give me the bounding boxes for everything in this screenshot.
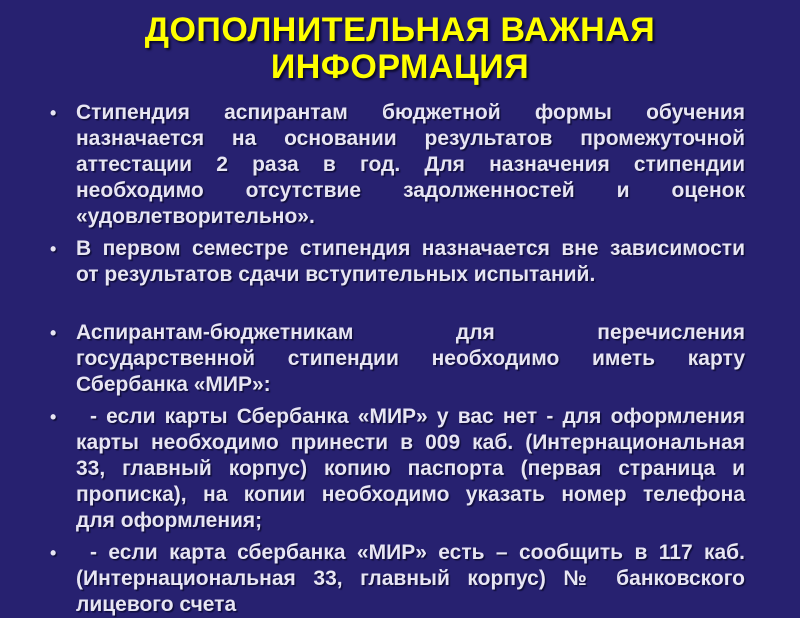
bullet-line: карты необходимо принести в 009 каб. (Интернациональная	[76, 431, 745, 454]
bullet-line: Стипендия аспирантам бюджетной формы обучения	[76, 101, 745, 124]
bullet-marker: •	[50, 323, 57, 343]
bullet-item	[46, 404, 745, 534]
bullet-line: государственной стипендии необходимо иметь карту	[76, 347, 745, 370]
bullet-list	[46, 100, 745, 618]
bullet-marker: •	[50, 239, 57, 259]
title-line-1: ДОПОЛНИТЕЛЬНАЯ ВАЖНАЯ	[144, 11, 656, 49]
bullet-line: аттестации 2 раза в год. Для назначения стипендии	[76, 153, 745, 176]
bullet-item	[46, 320, 745, 398]
bullet-text	[76, 540, 745, 618]
bullet-marker: •	[50, 103, 57, 123]
bullet-line: прописка), на копии необходимо указать номер телефона	[76, 483, 745, 506]
bullet-line: назначается на основании результатов промежуточной	[76, 127, 745, 150]
bullet-line: для оформления;	[76, 509, 263, 532]
bullet-item	[46, 236, 745, 288]
bullet-line: «удовлетворительно».	[76, 205, 315, 228]
bullet-text	[76, 236, 745, 288]
bullet-text	[76, 404, 745, 534]
bullet-line: - если карты Сбербанка «МИР» у вас нет - для оформления	[90, 405, 745, 428]
title-line-2: ИНФОРМАЦИЯ	[270, 48, 530, 86]
bullet-text	[76, 320, 745, 398]
bullet-line: В первом семестре стипендия назначается вне зависимости	[76, 237, 745, 260]
slide-title	[0, 0, 800, 86]
bullet-line: - если карта сбербанка «МИР» есть – сообщить в 117 каб.	[90, 541, 745, 564]
bullet-line: лицевого счета	[76, 593, 237, 616]
bullet-marker: •	[50, 543, 57, 563]
bullet-line: от результатов сдачи вступительных испытаний.	[76, 263, 596, 286]
bullet-line: Аспирантам-бюджетникам для перечисления	[76, 321, 745, 344]
bullet-line: необходимо отсутствие задолженностей и оценок	[76, 179, 745, 202]
bullet-line: Сбербанка «МИР»:	[76, 373, 271, 396]
bullet-item	[46, 100, 745, 230]
bullet-text	[76, 100, 745, 230]
bullet-marker: •	[50, 407, 57, 427]
bullet-line: (Интернациональная 33, главный корпус) № банковского	[76, 567, 745, 590]
bullet-line: 33, главный корпус) копию паспорта (первая страница и	[76, 457, 745, 480]
bullet-item	[46, 540, 745, 618]
